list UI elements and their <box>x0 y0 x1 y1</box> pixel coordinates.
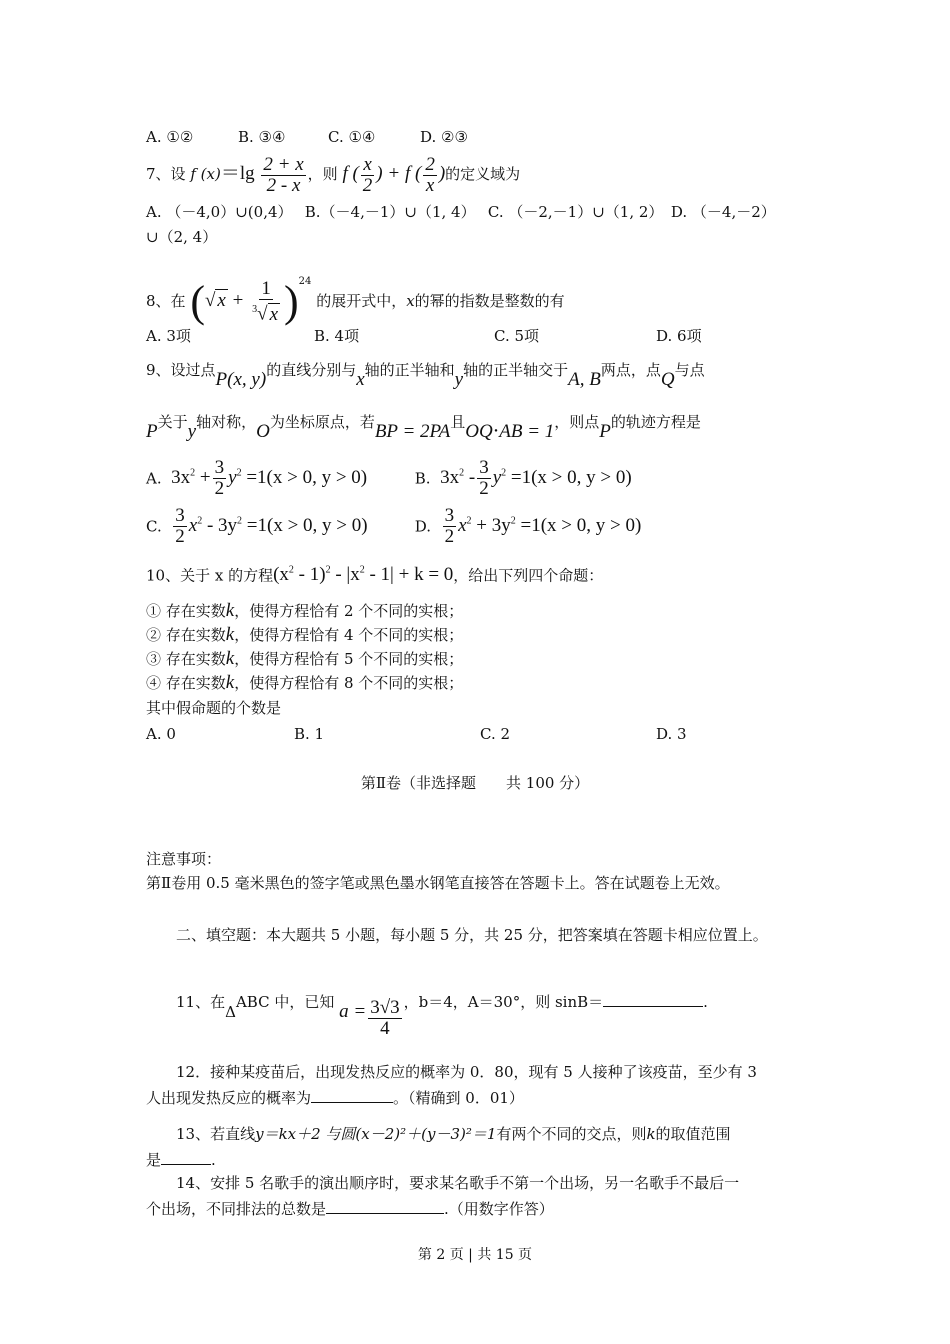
notice-title: 注意事项： <box>146 850 222 868</box>
q8-option-d: D. 6项 <box>656 327 702 345</box>
q10-e3: - |x <box>335 564 360 586</box>
q8-root-index: 3 <box>252 304 258 316</box>
q14-line2-post: .（用数字作答） <box>444 1200 554 1218</box>
q9-c-sq1: 2 <box>197 516 203 527</box>
notice-body: 第Ⅱ卷用 0.5 毫米黑色的签字笔或黑色墨水钢笔直接答在答题卡上。答在试题卷上无效。 <box>146 874 730 892</box>
q9-t2: 的直线分别与 <box>266 361 357 379</box>
q8-paren-right: ) <box>284 277 299 326</box>
q10-item4-post: ，使得方程恰有 8 个不同的实根； <box>234 674 464 692</box>
q9-options-row2 <box>146 500 641 548</box>
q9-t4: 轴的正半轴交于 <box>463 361 569 379</box>
q10-item1-k: k <box>225 600 235 621</box>
q9-option-c <box>146 500 410 548</box>
q9-c-e1: x <box>188 515 198 537</box>
q11-a-var: a = <box>339 1001 367 1022</box>
q9-t8: 轴对称， <box>196 413 257 431</box>
q9-a-e2: + <box>199 467 211 489</box>
q9-p2: P <box>146 421 158 442</box>
q8-sqrt: √ x <box>204 290 226 311</box>
q10-e4: - 1| + k = 0 <box>369 564 454 586</box>
q10-prefix: 10、关于 x 的方程 <box>146 566 274 585</box>
q11-delta: Δ <box>225 1003 236 1021</box>
q9-d-label: D. <box>414 517 432 536</box>
q8-option-a: A. 3项 <box>146 327 191 345</box>
q9-b-sq2: 2 <box>501 468 507 479</box>
q11-abc: ABC 中，已知 <box>235 993 335 1011</box>
q7-prefix: 7、设 <box>146 165 186 183</box>
q9-a-e3: y <box>228 467 237 489</box>
q7-comma: ，则 <box>307 165 338 183</box>
q9-d-expr <box>441 505 642 548</box>
q8-var: x <box>406 292 415 310</box>
q13-line1 <box>176 1123 731 1145</box>
q10-option-b: B. 1 <box>294 725 325 743</box>
q10-item2-post: ，使得方程恰有 4 个不同的实根； <box>234 626 464 644</box>
q9-option-d <box>415 500 642 548</box>
q12-line2-pre: 人出现发热反应的概率为 <box>146 1089 312 1107</box>
q9-t1: 9、设过点 <box>146 361 216 379</box>
q7-num: 2 + x <box>263 153 304 175</box>
q7-frac1-num: x <box>363 153 372 175</box>
q10-e1: (x <box>273 564 289 586</box>
q13-line2 <box>146 1148 216 1171</box>
q9-t6: 与点 <box>674 361 705 379</box>
q13-answer-blank[interactable] <box>161 1148 211 1165</box>
q9-a-label: A. <box>146 469 162 488</box>
page-footer: 第 2 页 | 共 15 页 <box>417 1247 533 1263</box>
q9-c-fn: 3 <box>175 505 185 527</box>
q10-sq2: 2 <box>325 565 331 576</box>
q9-t7: 关于 <box>157 413 188 431</box>
q9-bp: BP = 2PA <box>374 421 451 442</box>
q13-k: k <box>646 1125 656 1143</box>
q11-answer-blank[interactable] <box>603 990 703 1007</box>
q14-line2-pre: 个出场，不同排法的总数是 <box>146 1200 327 1218</box>
q7-options-line2: ∪（2, 4） <box>146 228 218 246</box>
q9-y: y <box>454 369 464 390</box>
q7-suffix: 的定义域为 <box>445 165 521 183</box>
q7-close: ) <box>438 163 446 184</box>
q9-option-a <box>146 452 410 500</box>
q7-close-plus: ) + f ( <box>376 163 422 184</box>
q9-c-fd: 2 <box>175 526 185 548</box>
q9-t12: 的轨迹方程是 <box>610 413 701 431</box>
q9-stem-line1 <box>146 352 705 398</box>
q9-a-e4: =1(x > 0, y > 0) <box>246 467 368 489</box>
q8-frac-den: x <box>269 303 279 325</box>
q9-d-fd: 2 <box>444 526 455 548</box>
q9-c-expr <box>171 505 368 548</box>
q10-item3-post: ，使得方程恰有 5 个不同的实根； <box>234 650 464 668</box>
q9-b-e1: 3x <box>440 467 460 489</box>
q11-stem <box>176 980 708 1039</box>
q10-option-c: C. 2 <box>480 725 511 743</box>
q8-plus: + <box>232 290 244 311</box>
q8-option-b: B. 4项 <box>314 327 360 345</box>
q10-stem <box>146 557 603 589</box>
q6-options <box>146 126 468 148</box>
q9-p3: P <box>599 421 611 442</box>
q10-e2: - 1) <box>298 564 326 586</box>
q10-sq3: 2 <box>359 565 365 576</box>
q9-oq: OQ⋅AB = 1 <box>465 421 555 442</box>
q10-option-d: D. 3 <box>656 725 687 743</box>
q7-frac2-num: 2 <box>425 153 435 175</box>
q13-end: 的取值范围 <box>655 1125 731 1143</box>
q9-d-e1: x <box>458 515 467 537</box>
q10-item3-k: k <box>225 648 235 669</box>
q9-b-fn: 3 <box>479 457 489 479</box>
q8-paren-left: ( <box>190 277 205 326</box>
q7-frac2-den: x <box>425 174 435 196</box>
q13-eq: y＝kx＋2 与圆(x－2)²＋(y－3)²＝1 <box>255 1125 497 1143</box>
q10-item-4 <box>146 671 463 695</box>
q7-f1: f ( <box>342 163 359 184</box>
q10-item4-pre: ④ 存在实数 <box>146 674 226 692</box>
q8-option-c: C. 5项 <box>494 327 540 345</box>
q12-line2 <box>146 1086 524 1109</box>
q14-line2 <box>146 1197 554 1220</box>
q10-question: 其中假命题的个数是 <box>146 699 282 717</box>
q7-fraction <box>261 155 305 196</box>
q13-line2-pre: 是 <box>146 1151 162 1169</box>
q12-line2-post: 。（精确到 0．01） <box>393 1089 524 1107</box>
q9-t9: 为坐标原点，若 <box>269 413 375 431</box>
q7-den: 2 - x <box>266 174 301 196</box>
q9-d-sq1: 2 <box>466 516 472 527</box>
fill-in-intro: 二、填空题：本大题共 5 小题，每小题 5 分，共 25 分，把答案填在答题卡相应位置上。 <box>176 926 768 944</box>
q9-a-expr <box>171 457 368 500</box>
q10-option-a: A. 0 <box>146 725 176 743</box>
q9-o: O <box>256 421 270 442</box>
q9-a-fd: 2 <box>214 478 225 500</box>
q10-item-3 <box>146 647 463 671</box>
q9-t10: 且 <box>450 413 466 431</box>
q12-answer-blank[interactable] <box>311 1086 393 1103</box>
q9-t11: ，则点 <box>554 413 600 431</box>
q10-item1-pre: ① 存在实数 <box>146 602 226 620</box>
q11-end: . <box>703 993 708 1011</box>
q7-frac1 <box>361 155 375 196</box>
q9-b-expr <box>440 457 632 500</box>
q9-b-e2: - <box>468 467 476 489</box>
q9-d-sq2: 2 <box>510 516 516 527</box>
q10-options <box>146 723 687 745</box>
q9-a-sq2: 2 <box>236 468 242 479</box>
q10-item4-k: k <box>225 672 235 693</box>
q8-fraction: $\frac{1}{^3√ x}$ <box>252 278 279 325</box>
q8-suffix2: 的幂的指数是整数的有 <box>414 292 565 310</box>
q8-frac-num: 1 <box>261 278 271 300</box>
q9-option-b <box>415 452 632 500</box>
q7-frac2 <box>423 155 437 196</box>
q14-line1: 14、安排 5 名歌手的演出顺序时，要求某名歌手不第一个出场，另一名歌手不最后一 <box>176 1174 740 1192</box>
q11-num: 3√3 <box>370 997 400 1018</box>
q10-sq1: 2 <box>288 565 294 576</box>
q9-y2: y <box>187 421 197 442</box>
q9-options-row1 <box>146 452 632 500</box>
q9-b-label: B. <box>414 469 431 488</box>
q10-item-1 <box>146 599 463 623</box>
q9-t3: 轴的正半轴和 <box>364 361 455 379</box>
q6-option-c: C. ①④ <box>328 128 376 146</box>
q8-stem <box>146 258 565 325</box>
q7-stem <box>146 152 520 196</box>
q10-item2-pre: ② 存在实数 <box>146 626 226 644</box>
q12-line1: 12．接种某疫苗后，出现发热反应的概率为 0．80，现有 5 人接种了该疫苗，至少有 3 <box>176 1063 757 1081</box>
q6-option-d: D. ②③ <box>420 128 468 146</box>
q9-t5: 两点，点 <box>600 361 661 379</box>
q9-ab: A, B <box>568 369 601 390</box>
q9-c-e3: =1(x > 0, y > 0) <box>246 515 368 537</box>
q9-d-fn: 3 <box>444 505 455 527</box>
q9-stem-line2 <box>146 404 701 450</box>
q14-answer-blank[interactable] <box>326 1197 444 1214</box>
q11-prefix: 11、在 <box>176 993 226 1011</box>
q13-post: 有两个不同的交点，则 <box>496 1125 647 1143</box>
section-2-title: 第Ⅱ卷（非选择题 共 100 分） <box>360 774 590 792</box>
q9-a-e1: 3x <box>171 467 191 489</box>
q11-den: 4 <box>380 1018 390 1039</box>
q9-d-e2: + 3y <box>476 515 511 537</box>
q9-d-e3: =1(x > 0, y > 0) <box>520 515 642 537</box>
q6-option-b: B. ③④ <box>238 128 286 146</box>
q10-item1-post: ，使得方程恰有 2 个不同的实根； <box>234 602 464 620</box>
q11-fraction <box>368 998 401 1039</box>
q13-line2-end: . <box>211 1151 216 1169</box>
q9-b-fd: 2 <box>479 478 489 500</box>
q10-suffix: ，给出下列四个命题： <box>453 566 604 585</box>
q9-c-sq2: 2 <box>237 516 243 527</box>
q10-item3-pre: ③ 存在实数 <box>146 650 226 668</box>
q8-term1: x <box>217 290 226 311</box>
q8-exponent: 24 <box>298 276 312 287</box>
q8-prefix: 8、在 <box>146 292 186 310</box>
q10-item-2 <box>146 623 463 647</box>
q9-b-e4: =1(x > 0, y > 0) <box>510 467 632 489</box>
q9-c-e2: - 3y <box>206 515 238 537</box>
q9-c-label: C. <box>146 517 162 536</box>
q9-q: Q <box>660 369 675 390</box>
q9-b-sq1: 2 <box>459 468 465 479</box>
q8-suffix: 的展开式中， <box>316 292 407 310</box>
q9-x: x <box>356 369 365 390</box>
q7-fx: f (x) <box>190 165 221 183</box>
q9-a-fn: 3 <box>214 457 225 479</box>
q11-suffix: ，b＝4，A＝30°，则 sinB＝ <box>403 993 604 1011</box>
q8-options <box>146 325 702 347</box>
q13-pre: 13、若直线 <box>176 1125 256 1143</box>
q7-options-line1: A. （－4,0）∪(0,4） B.（－4,－1）∪（1, 4） C. （－2,－1）∪（1, 2） D. （－4,－2） <box>146 203 776 221</box>
q7-eq: ＝lg <box>220 163 255 184</box>
q7-frac1-den: 2 <box>362 174 373 196</box>
q9-p: P(x, y) <box>215 369 267 390</box>
q10-equation <box>273 564 453 585</box>
q10-item2-k: k <box>225 624 235 645</box>
q9-b-e3: y <box>492 467 502 489</box>
q9-a-sq1: 2 <box>190 468 196 479</box>
q6-option-a: A. ①② <box>146 128 194 146</box>
